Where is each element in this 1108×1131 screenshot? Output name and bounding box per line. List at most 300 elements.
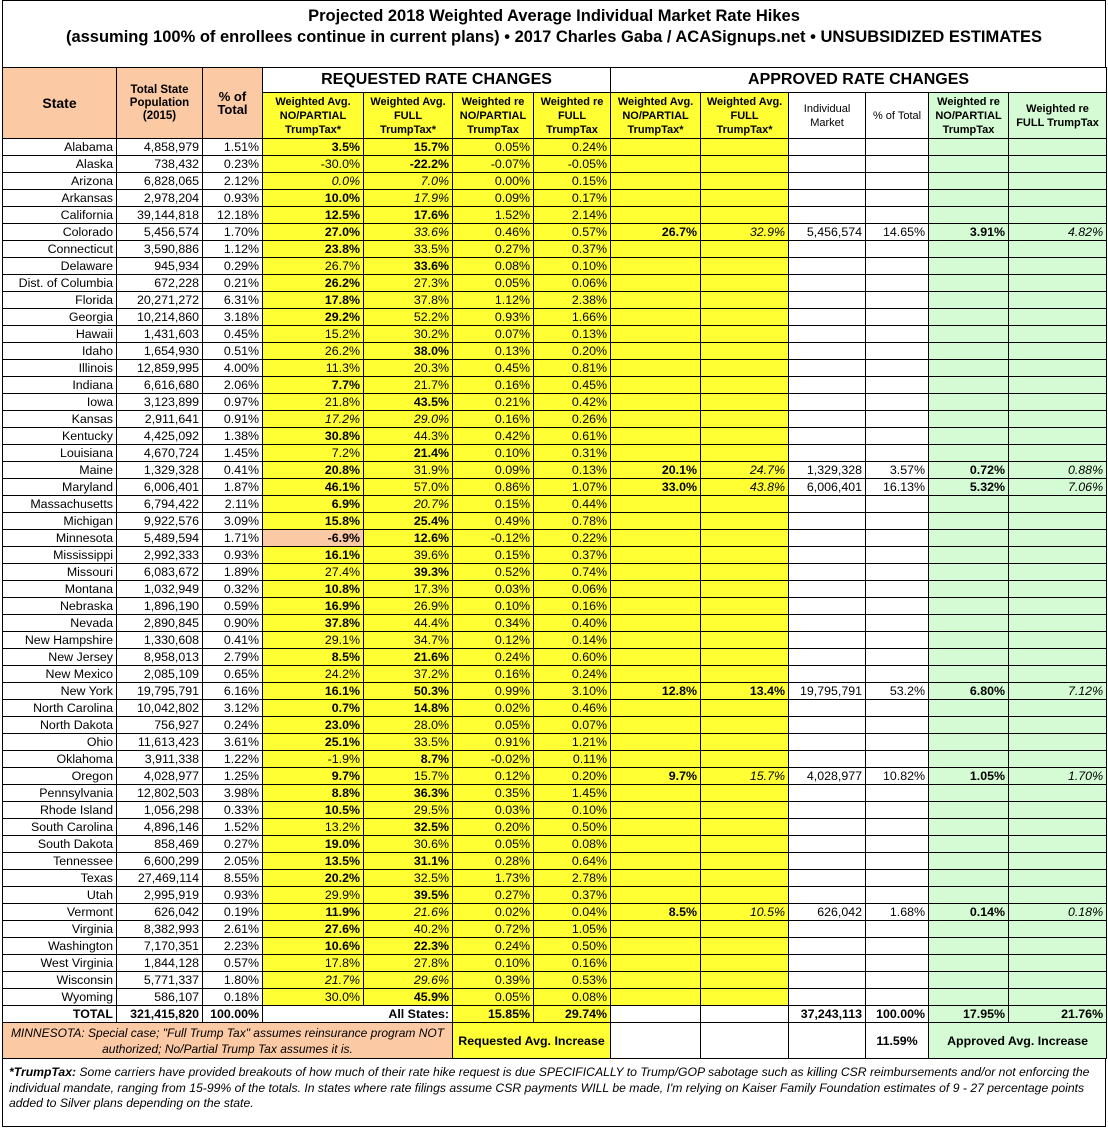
cell-app-wre-full <box>1009 717 1107 734</box>
cell-app-no-partial <box>611 445 701 462</box>
cell-app-no-partial <box>611 275 701 292</box>
cell-state: Minnesota <box>3 530 117 547</box>
cell-req-wre-no-partial: 0.27% <box>453 887 534 904</box>
cell-population: 1,431,603 <box>117 326 203 343</box>
cell-req-no-partial: 10.0% <box>263 190 364 207</box>
minnesota-note: MINNESOTA: Special case; "Full Trump Tax" assumes reinsurance program NOT authorized; No/Partial Trump Tax assumes it is. <box>3 1023 453 1059</box>
cell-req-wre-no-partial: 0.20% <box>453 819 534 836</box>
cell-state: Virginia <box>3 921 117 938</box>
table-row <box>3 751 1107 768</box>
cell-population: 945,934 <box>117 258 203 275</box>
cell-app-wre-full <box>1009 190 1107 207</box>
cell-app-wre-full: 0.18% <box>1009 904 1107 921</box>
header-requested-group: REQUESTED RATE CHANGES <box>263 68 611 93</box>
cell-state: New Jersey <box>3 649 117 666</box>
cell-state: Texas <box>3 870 117 887</box>
cell-app-wre-full <box>1009 598 1107 615</box>
cell-state: Georgia <box>3 309 117 326</box>
cell-req-full: 27.3% <box>364 275 453 292</box>
cell-app-pct-total <box>866 496 929 513</box>
cell-app-full <box>701 955 789 972</box>
title-line-1: Projected 2018 Weighted Average Individual Market Rate Hikes <box>308 7 800 25</box>
cell-req-no-partial: 12.5% <box>263 207 364 224</box>
cell-app-full <box>701 989 789 1006</box>
cell-app-wre-full <box>1009 377 1107 394</box>
cell-req-wre-full: 0.57% <box>534 224 611 241</box>
cell-pct-total: 3.61% <box>203 734 263 751</box>
cell-app-no-partial <box>611 819 701 836</box>
cell-app-pct-total <box>866 870 929 887</box>
cell-req-wre-no-partial: 0.10% <box>453 955 534 972</box>
header-approved-group: APPROVED RATE CHANGES <box>611 68 1107 93</box>
cell-app-pct-total <box>866 955 929 972</box>
cell-state: New Mexico <box>3 666 117 683</box>
cell-app-no-partial <box>611 292 701 309</box>
cell-state: Delaware <box>3 258 117 275</box>
cell-app-full <box>701 173 789 190</box>
cell-req-wre-no-partial: 0.28% <box>453 853 534 870</box>
table-row <box>3 955 1107 972</box>
cell-app-full <box>701 564 789 581</box>
cell-individual-market <box>789 394 866 411</box>
cell-app-full <box>701 275 789 292</box>
cell-app-full <box>701 411 789 428</box>
header-app-pct-total: % of Total <box>866 93 929 139</box>
cell-app-no-partial <box>611 547 701 564</box>
table-title <box>2 0 1106 67</box>
cell-population: 4,896,146 <box>117 819 203 836</box>
table-row <box>3 513 1107 530</box>
cell-req-wre-no-partial: 0.39% <box>453 972 534 989</box>
cell-app-wre-full <box>1009 581 1107 598</box>
cell-req-no-partial: 13.5% <box>263 853 364 870</box>
cell-app-no-partial: 9.7% <box>611 768 701 785</box>
cell-pct-total: 3.12% <box>203 700 263 717</box>
cell-req-wre-full: 0.10% <box>534 258 611 275</box>
cell-individual-market <box>789 819 866 836</box>
cell-app-full <box>701 734 789 751</box>
cell-pct-total: 12.18% <box>203 207 263 224</box>
cell-individual-market <box>789 938 866 955</box>
cell-individual-market <box>789 734 866 751</box>
cell-individual-market <box>789 666 866 683</box>
cell-req-wre-no-partial: 1.52% <box>453 207 534 224</box>
cell-req-no-partial: 20.2% <box>263 870 364 887</box>
table-row <box>3 241 1107 258</box>
cell-pct-total: 1.52% <box>203 819 263 836</box>
cell-app-full <box>701 445 789 462</box>
cell-req-no-partial: 23.0% <box>263 717 364 734</box>
cell-req-wre-full: 0.78% <box>534 513 611 530</box>
cell-app-pct-total <box>866 700 929 717</box>
cell-app-pct-total <box>866 530 929 547</box>
cell-app-wre-full <box>1009 241 1107 258</box>
cell-state: Alabama <box>3 139 117 156</box>
cell-req-wre-no-partial: 0.42% <box>453 428 534 445</box>
cell-pct-total: 1.12% <box>203 241 263 258</box>
cell-population: 738,432 <box>117 156 203 173</box>
cell-req-full: 17.3% <box>364 581 453 598</box>
cell-app-pct-total <box>866 394 929 411</box>
cell-app-wre-no-partial <box>929 377 1009 394</box>
cell-pct-total: 0.59% <box>203 598 263 615</box>
cell-population: 2,890,845 <box>117 615 203 632</box>
cell-req-wre-no-partial: 0.15% <box>453 496 534 513</box>
cell-req-full: 15.7% <box>364 768 453 785</box>
table-row <box>3 836 1107 853</box>
cell-app-no-partial <box>611 564 701 581</box>
cell-req-full: 20.3% <box>364 360 453 377</box>
cell-population: 10,214,860 <box>117 309 203 326</box>
cell-individual-market <box>789 921 866 938</box>
cell-req-wre-full: 0.37% <box>534 547 611 564</box>
cell-req-full: 33.5% <box>364 734 453 751</box>
cell-app-pct-total <box>866 547 929 564</box>
cell-req-wre-no-partial: 0.24% <box>453 649 534 666</box>
cell-pct-total: 2.12% <box>203 173 263 190</box>
cell-state: South Dakota <box>3 836 117 853</box>
cell-req-no-partial: 6.9% <box>263 496 364 513</box>
cell-app-wre-no-partial <box>929 819 1009 836</box>
cell-individual-market <box>789 445 866 462</box>
cell-pct-total: 1.38% <box>203 428 263 445</box>
cell-app-wre-no-partial <box>929 938 1009 955</box>
cell-individual-market <box>789 428 866 445</box>
cell-app-full <box>701 751 789 768</box>
cell-population: 7,170,351 <box>117 938 203 955</box>
cell-app-wre-full <box>1009 615 1107 632</box>
cell-req-no-partial: 9.7% <box>263 768 364 785</box>
cell-app-no-partial <box>611 734 701 751</box>
cell-req-wre-full: 0.20% <box>534 768 611 785</box>
cell-app-wre-no-partial <box>929 275 1009 292</box>
table-row <box>3 717 1107 734</box>
cell-app-wre-no-partial: 1.05% <box>929 768 1009 785</box>
cell-app-wre-no-partial: 6.80% <box>929 683 1009 700</box>
cell-req-wre-full: 0.74% <box>534 564 611 581</box>
cell-population: 672,228 <box>117 275 203 292</box>
cell-req-no-partial: 19.0% <box>263 836 364 853</box>
cell-req-wre-full: 0.50% <box>534 938 611 955</box>
cell-individual-market <box>789 343 866 360</box>
cell-req-wre-no-partial: 0.10% <box>453 445 534 462</box>
cell-app-pct-total <box>866 666 929 683</box>
cell-req-wre-full: 0.14% <box>534 632 611 649</box>
cell-population: 8,958,013 <box>117 649 203 666</box>
cell-req-no-partial: 17.8% <box>263 955 364 972</box>
cell-req-no-partial: 13.2% <box>263 819 364 836</box>
cell-app-wre-no-partial <box>929 870 1009 887</box>
cell-population: 6,006,401 <box>117 479 203 496</box>
cell-req-full: 39.3% <box>364 564 453 581</box>
cell-app-pct-total <box>866 292 929 309</box>
cell-app-pct-total <box>866 989 929 1006</box>
cell-app-wre-full <box>1009 445 1107 462</box>
cell-app-full <box>701 496 789 513</box>
table-row <box>3 428 1107 445</box>
cell-req-wre-full: 1.45% <box>534 785 611 802</box>
cell-req-no-partial: 29.1% <box>263 632 364 649</box>
cell-app-wre-full <box>1009 360 1107 377</box>
cell-state: New York <box>3 683 117 700</box>
requested-avg-label: Requested Avg. Increase <box>453 1023 611 1059</box>
cell-req-no-partial: 24.2% <box>263 666 364 683</box>
cell-req-wre-full: 0.15% <box>534 173 611 190</box>
cell-req-full: 30.2% <box>364 326 453 343</box>
cell-app-full <box>701 139 789 156</box>
cell-app-pct-total: 16.13% <box>866 479 929 496</box>
cell-app-pct-total <box>866 938 929 955</box>
cell-state: South Carolina <box>3 819 117 836</box>
cell-req-wre-no-partial: 0.16% <box>453 377 534 394</box>
cell-population: 4,425,092 <box>117 428 203 445</box>
cell-req-wre-full: 0.45% <box>534 377 611 394</box>
table-row <box>3 139 1107 156</box>
table-row <box>3 411 1107 428</box>
cell-req-no-partial: 46.1% <box>263 479 364 496</box>
cell-req-wre-no-partial: -0.12% <box>453 530 534 547</box>
cell-state: Oregon <box>3 768 117 785</box>
cell-app-no-partial <box>611 989 701 1006</box>
cell-app-no-partial <box>611 428 701 445</box>
table-row <box>3 819 1107 836</box>
cell-app-pct-total <box>866 785 929 802</box>
cell-req-wre-full: 0.61% <box>534 428 611 445</box>
cell-req-no-partial: 7.7% <box>263 377 364 394</box>
cell-app-no-partial <box>611 717 701 734</box>
table-row <box>3 870 1107 887</box>
cell-req-full: 36.3% <box>364 785 453 802</box>
cell-req-wre-no-partial: 0.08% <box>453 258 534 275</box>
cell-app-wre-full <box>1009 139 1107 156</box>
cell-population: 39,144,818 <box>117 207 203 224</box>
cell-req-wre-no-partial: 0.03% <box>453 802 534 819</box>
cell-req-no-partial: 16.1% <box>263 683 364 700</box>
cell-app-no-partial <box>611 173 701 190</box>
cell-app-pct-total <box>866 360 929 377</box>
cell-req-wre-no-partial: 0.16% <box>453 411 534 428</box>
table-row <box>3 292 1107 309</box>
cell-individual-market <box>789 190 866 207</box>
cell-individual-market <box>789 853 866 870</box>
cell-population: 6,828,065 <box>117 173 203 190</box>
table-row <box>3 309 1107 326</box>
cell-req-wre-no-partial: 0.09% <box>453 462 534 479</box>
cell-req-wre-no-partial: 0.09% <box>453 190 534 207</box>
total-req-wre-full: 29.74% <box>534 1006 611 1023</box>
cell-req-wre-no-partial: 0.46% <box>453 224 534 241</box>
cell-individual-market <box>789 309 866 326</box>
cell-req-full: 44.3% <box>364 428 453 445</box>
cell-app-wre-no-partial <box>929 173 1009 190</box>
cell-app-wre-no-partial: 3.91% <box>929 224 1009 241</box>
cell-pct-total: 0.29% <box>203 258 263 275</box>
cell-req-wre-full: 2.14% <box>534 207 611 224</box>
cell-req-full: 12.6% <box>364 530 453 547</box>
cell-app-full: 15.7% <box>701 768 789 785</box>
cell-req-full: 31.1% <box>364 853 453 870</box>
cell-req-no-partial: 30.8% <box>263 428 364 445</box>
table-row <box>3 377 1107 394</box>
cell-app-no-partial <box>611 853 701 870</box>
cell-req-wre-no-partial: 0.49% <box>453 513 534 530</box>
cell-req-full: -22.2% <box>364 156 453 173</box>
cell-req-wre-no-partial: 0.86% <box>453 479 534 496</box>
cell-app-full <box>701 530 789 547</box>
cell-population: 5,771,337 <box>117 972 203 989</box>
cell-individual-market: 5,456,574 <box>789 224 866 241</box>
cell-app-no-partial <box>611 666 701 683</box>
cell-app-full <box>701 190 789 207</box>
cell-individual-market <box>789 785 866 802</box>
cell-app-no-partial <box>611 530 701 547</box>
cell-app-full: 24.7% <box>701 462 789 479</box>
cell-pct-total: 2.06% <box>203 377 263 394</box>
cell-population: 19,795,791 <box>117 683 203 700</box>
cell-pct-total: 1.71% <box>203 530 263 547</box>
cell-pct-total: 0.57% <box>203 955 263 972</box>
cell-app-wre-full <box>1009 785 1107 802</box>
cell-req-no-partial: 21.7% <box>263 972 364 989</box>
approved-avg-value: 11.59% <box>866 1023 929 1059</box>
cell-req-no-partial: 7.2% <box>263 445 364 462</box>
cell-req-no-partial: 10.6% <box>263 938 364 955</box>
cell-state: Louisiana <box>3 445 117 462</box>
total-population: 321,415,820 <box>117 1006 203 1023</box>
table-row <box>3 224 1107 241</box>
cell-req-wre-full: 0.06% <box>534 275 611 292</box>
cell-req-wre-no-partial: 0.72% <box>453 921 534 938</box>
table-row <box>3 581 1107 598</box>
cell-app-pct-total <box>866 190 929 207</box>
cell-population: 1,056,298 <box>117 802 203 819</box>
cell-req-wre-full: 0.17% <box>534 190 611 207</box>
total-individual-market: 37,243,113 <box>789 1006 866 1023</box>
cell-req-wre-no-partial: 0.15% <box>453 547 534 564</box>
cell-app-wre-no-partial: 0.72% <box>929 462 1009 479</box>
table-row <box>3 445 1107 462</box>
cell-app-wre-full <box>1009 632 1107 649</box>
cell-state: Rhode Island <box>3 802 117 819</box>
cell-population: 626,042 <box>117 904 203 921</box>
cell-pct-total: 0.41% <box>203 462 263 479</box>
cell-req-full: 33.6% <box>364 224 453 241</box>
cell-pct-total: 6.16% <box>203 683 263 700</box>
cell-app-full <box>701 292 789 309</box>
cell-app-no-partial <box>611 326 701 343</box>
cell-state: California <box>3 207 117 224</box>
cell-app-pct-total <box>866 258 929 275</box>
cell-state: Maryland <box>3 479 117 496</box>
cell-app-wre-full <box>1009 428 1107 445</box>
cell-app-pct-total <box>866 819 929 836</box>
cell-population: 1,896,190 <box>117 598 203 615</box>
cell-req-full: 25.4% <box>364 513 453 530</box>
cell-individual-market: 6,006,401 <box>789 479 866 496</box>
cell-app-wre-full <box>1009 564 1107 581</box>
cell-individual-market <box>789 156 866 173</box>
cell-req-wre-full: 0.53% <box>534 972 611 989</box>
cell-pct-total: 1.70% <box>203 224 263 241</box>
cell-req-no-partial: 26.7% <box>263 258 364 275</box>
cell-state: North Carolina <box>3 700 117 717</box>
cell-app-no-partial <box>611 207 701 224</box>
footnote-text: Some carriers have provided breakouts of how much of their rate hike request is due SPECIFICALLY to Trump/GOP sabotage such as killing CSR reimbursements and/or not enforcing the individual mandate, ranging from 15-99% of the totals. In states where rate filings assume CSR payments WILL be made, I'm relying on Kaiser Family Foundation estimates of 9 - 27 percentage points added to Silver plans depending on the state. <box>9 1065 1090 1110</box>
cell-req-no-partial: 23.8% <box>263 241 364 258</box>
cell-app-wre-no-partial <box>929 292 1009 309</box>
cell-app-full: 43.8% <box>701 479 789 496</box>
cell-individual-market <box>789 411 866 428</box>
cell-pct-total: 3.98% <box>203 785 263 802</box>
cell-app-no-partial: 12.8% <box>611 683 701 700</box>
cell-app-pct-total <box>866 734 929 751</box>
cell-app-no-partial <box>611 649 701 666</box>
cell-individual-market <box>789 581 866 598</box>
cell-req-wre-full: 1.05% <box>534 921 611 938</box>
table-row <box>3 547 1107 564</box>
cell-app-full: 10.5% <box>701 904 789 921</box>
cell-req-wre-full: 0.37% <box>534 241 611 258</box>
header-app-wre-full: Weighted re FULL TrumpTax <box>1009 93 1107 139</box>
cell-app-wre-no-partial <box>929 649 1009 666</box>
cell-app-wre-full: 7.06% <box>1009 479 1107 496</box>
cell-individual-market <box>789 377 866 394</box>
cell-req-wre-full: 0.42% <box>534 394 611 411</box>
cell-req-no-partial: 26.2% <box>263 343 364 360</box>
cell-req-wre-full: 0.60% <box>534 649 611 666</box>
cell-individual-market <box>789 887 866 904</box>
table-row <box>3 632 1107 649</box>
cell-req-wre-full: 0.44% <box>534 496 611 513</box>
cell-pct-total: 0.33% <box>203 802 263 819</box>
cell-req-wre-no-partial: 0.02% <box>453 904 534 921</box>
cell-app-no-partial <box>611 955 701 972</box>
cell-individual-market <box>789 275 866 292</box>
cell-req-full: 28.0% <box>364 717 453 734</box>
header-app-full: Weighted Avg. FULL TrumpTax* <box>701 93 789 139</box>
cell-app-wre-no-partial <box>929 428 1009 445</box>
cell-population: 10,042,802 <box>117 700 203 717</box>
cell-req-wre-full: 0.37% <box>534 887 611 904</box>
cell-req-full: 7.0% <box>364 173 453 190</box>
cell-pct-total: 1.45% <box>203 445 263 462</box>
cell-population: 2,995,919 <box>117 887 203 904</box>
table-row <box>3 496 1107 513</box>
cell-app-wre-no-partial <box>929 411 1009 428</box>
header-req-full: Weighted Avg. FULL TrumpTax* <box>364 93 453 139</box>
cell-app-full: 13.4% <box>701 683 789 700</box>
cell-app-no-partial <box>611 615 701 632</box>
cell-population: 11,613,423 <box>117 734 203 751</box>
cell-app-wre-full <box>1009 258 1107 275</box>
cell-app-full <box>701 938 789 955</box>
cell-app-wre-full <box>1009 853 1107 870</box>
cell-req-wre-full: 0.04% <box>534 904 611 921</box>
cell-req-wre-no-partial: 0.03% <box>453 581 534 598</box>
header-population: Total State Population (2015) <box>117 68 203 139</box>
cell-app-pct-total <box>866 139 929 156</box>
cell-app-no-partial: 33.0% <box>611 479 701 496</box>
cell-app-full <box>701 717 789 734</box>
cell-req-full: 21.6% <box>364 649 453 666</box>
cell-app-full <box>701 887 789 904</box>
cell-req-wre-full: 2.78% <box>534 870 611 887</box>
cell-app-pct-total <box>866 309 929 326</box>
total-app-wre-no-partial: 17.95% <box>929 1006 1009 1023</box>
cell-app-pct-total <box>866 156 929 173</box>
header-state: State <box>3 68 117 139</box>
cell-app-full <box>701 241 789 258</box>
